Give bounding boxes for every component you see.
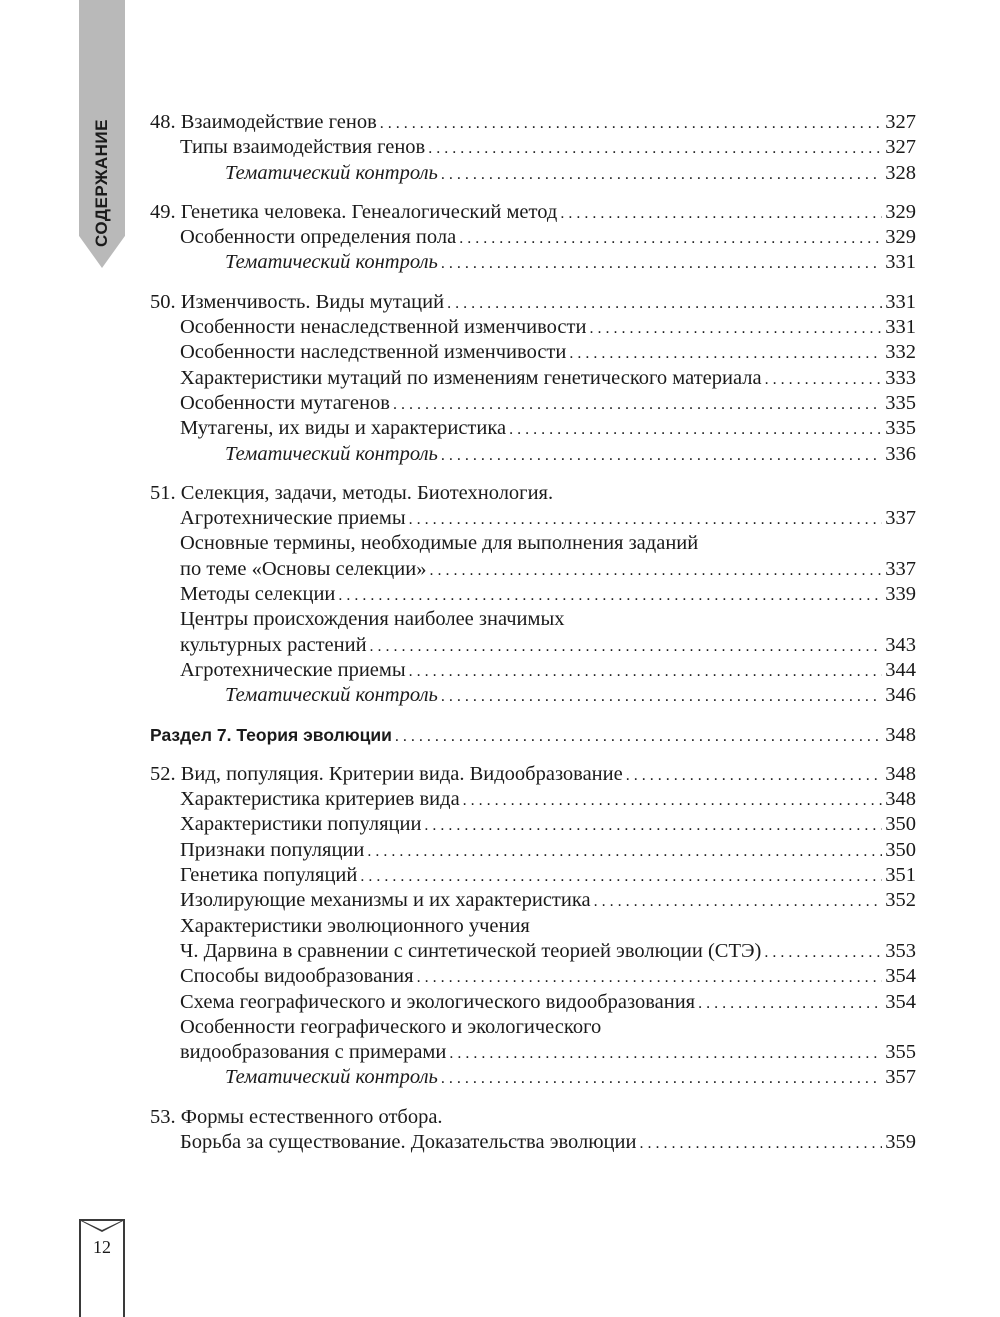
leader-dots	[441, 162, 882, 187]
leader-dots	[424, 813, 882, 838]
entry-page-number: 332	[885, 341, 916, 364]
toc-entry[interactable]	[150, 1040, 916, 1065]
toc-entry-line1[interactable]	[150, 914, 916, 939]
entry-title: Характеристика критериев вида	[180, 788, 460, 811]
toc-entry[interactable]	[150, 315, 916, 340]
leader-dots	[417, 965, 883, 990]
entry-title: Схема географического и экологического видообразования	[180, 990, 696, 1013]
leader-dots	[449, 1041, 882, 1066]
entry-page-number: 344	[885, 658, 916, 681]
entry-title: Ч. Дарвина в сравнении с синтетической теорией эволюции (СТЭ)	[180, 939, 762, 962]
toc-entry[interactable]	[150, 582, 916, 607]
entry-title: Центры происхождения наиболее значимых	[180, 608, 565, 631]
entry-page-number: 331	[885, 251, 916, 274]
entry-page-number: 333	[885, 366, 916, 389]
entry-title: 53. Формы естественного отбора.	[150, 1105, 443, 1128]
toc-entry[interactable]	[150, 340, 916, 365]
entry-title: Тематический контроль	[225, 1066, 438, 1089]
entry-title: Тематический контроль	[225, 684, 438, 707]
entry-page-number: 359	[885, 1130, 916, 1153]
entry-title: Изолирующие механизмы и их характеристика	[180, 889, 591, 912]
toc-entry[interactable]	[150, 391, 916, 416]
leader-dots	[765, 367, 883, 392]
entry-page-number: 357	[885, 1066, 916, 1089]
toc-entry[interactable]	[150, 557, 916, 582]
entry-title: Раздел 7. Теория эволюции	[150, 724, 392, 745]
leader-dots	[395, 724, 882, 749]
leader-dots	[459, 226, 882, 251]
entry-page-number: 346	[885, 684, 916, 707]
entry-title: Основные термины, необходимые для выполнения заданий	[180, 532, 699, 555]
toc-control-entry[interactable]	[150, 250, 916, 275]
leader-dots	[441, 251, 882, 276]
leader-dots	[429, 558, 882, 583]
page-number: 12	[93, 1237, 111, 1257]
entry-page-number: 350	[885, 813, 916, 836]
entry-title: Типы взаимодействия генов	[180, 136, 426, 159]
leader-dots	[380, 111, 882, 136]
entry-page-number: 355	[885, 1041, 916, 1064]
toc-entry-line1[interactable]	[150, 531, 916, 556]
entry-title: Характеристики эволюционного учения	[180, 914, 530, 937]
toc-entry[interactable]	[150, 838, 916, 863]
leader-dots	[360, 864, 882, 889]
leader-dots	[509, 417, 882, 442]
entry-page-number: 335	[885, 391, 916, 414]
leader-dots	[441, 684, 882, 709]
entry-page-number: 354	[885, 990, 916, 1013]
entry-title: Признаки популяции	[180, 838, 365, 861]
toc-entry-48[interactable]	[150, 110, 916, 135]
entry-page-number: 348	[885, 723, 916, 746]
leader-dots	[569, 341, 882, 366]
entry-title: Тематический контроль	[225, 251, 438, 274]
leader-dots	[409, 507, 883, 532]
leader-dots	[393, 392, 882, 417]
toc-control-entry[interactable]	[150, 1065, 916, 1090]
entry-title: Характеристики мутаций по изменениям генетического материала	[180, 366, 762, 389]
entry-title: Мутагены, их виды и характеристика	[180, 417, 507, 440]
toc-entry-line1[interactable]	[150, 607, 916, 632]
entry-page-number: 348	[885, 788, 916, 811]
entry-title: Агротехнические приемы	[180, 507, 406, 530]
entry-page-number: 336	[885, 442, 916, 465]
toc-entry[interactable]	[150, 990, 916, 1015]
entry-page-number: 331	[885, 316, 916, 339]
toc-control-entry[interactable]	[150, 161, 916, 186]
leader-dots	[370, 634, 883, 659]
toc-entry-53-line1[interactable]	[150, 1105, 916, 1130]
toc-entry[interactable]	[150, 658, 916, 683]
entry-page-number: 329	[885, 226, 916, 249]
leader-dots	[441, 443, 882, 468]
entry-title: Особенности мутагенов	[180, 391, 390, 414]
leader-dots	[589, 316, 882, 341]
entry-title: Способы видообразования	[180, 965, 414, 988]
entry-page-number: 337	[885, 557, 916, 580]
entry-page-number: 329	[885, 200, 916, 223]
leader-dots	[409, 659, 883, 684]
entry-page-number: 348	[885, 762, 916, 785]
entry-title: 50. Изменчивость. Виды мутаций	[150, 290, 445, 313]
toc-control-entry[interactable]	[150, 442, 916, 467]
toc-entry[interactable]	[150, 366, 916, 391]
entry-title: Особенности географического и экологического	[180, 1015, 602, 1038]
toc-entry[interactable]	[150, 888, 916, 913]
entry-page-number: 339	[885, 583, 916, 606]
toc-entry[interactable]	[150, 939, 916, 964]
entry-page-number: 337	[885, 507, 916, 530]
entry-title: 48. Взаимодействие генов	[150, 111, 377, 133]
leader-dots	[428, 136, 882, 161]
entry-page-number: 327	[885, 136, 916, 159]
entry-page-number: 353	[885, 939, 916, 962]
toc-entry-line1[interactable]	[150, 1015, 916, 1040]
entry-title: Характеристики популяции	[180, 813, 422, 836]
entry-page-number: 350	[885, 838, 916, 861]
entry-page-number: 327	[885, 111, 916, 133]
leader-dots	[441, 1066, 882, 1091]
entry-title: 52. Вид, популяция. Критерии вида. Видообразование	[150, 762, 623, 785]
entry-title: видообразования с примерами	[180, 1041, 447, 1064]
toc-entry-51-line1[interactable]	[150, 481, 916, 506]
entry-title: 51. Селекция, задачи, методы. Биотехнология.	[150, 481, 554, 504]
toc-entry[interactable]	[150, 787, 916, 812]
leader-dots	[447, 291, 882, 316]
entry-title: Тематический контроль	[225, 161, 438, 184]
toc-entry-50[interactable]	[150, 290, 916, 315]
leader-dots	[639, 1131, 882, 1156]
leader-dots	[764, 940, 882, 965]
entry-title: культурных растений	[180, 633, 367, 656]
toc-entry[interactable]	[150, 964, 916, 989]
page-number-box	[79, 1219, 125, 1317]
entry-title: Генетика популяций	[180, 864, 358, 887]
leader-dots	[367, 839, 882, 864]
leader-dots	[463, 788, 883, 813]
leader-dots	[338, 583, 882, 608]
entry-title: Методы селекции	[180, 583, 336, 606]
toc-entry-53[interactable]	[150, 1130, 916, 1155]
section-label: СОДЕРЖАНИЕ	[92, 119, 111, 247]
leader-dots	[560, 201, 882, 226]
toc-part-7[interactable]	[150, 723, 916, 748]
entry-title: Особенности ненаследственной изменчивости	[180, 316, 587, 339]
entry-page-number: 352	[885, 889, 916, 912]
toc-control-entry[interactable]	[150, 683, 916, 708]
entry-title: Особенности наследственной изменчивости	[180, 341, 567, 364]
toc-entry[interactable]	[150, 135, 916, 160]
entry-title: 49. Генетика человека. Генеалогический метод	[150, 200, 558, 223]
entry-title: по теме «Основы селекции»	[180, 557, 427, 580]
entry-title: Особенности определения пола	[180, 226, 457, 249]
toc-entry[interactable]	[150, 633, 916, 658]
toc-entry[interactable]	[150, 225, 916, 250]
leader-dots	[626, 763, 883, 788]
toc-entry-52[interactable]	[150, 762, 916, 787]
entry-title: Тематический контроль	[225, 442, 438, 465]
entry-page-number: 354	[885, 965, 916, 988]
entry-page-number: 331	[885, 290, 916, 313]
toc-entry-51[interactable]	[150, 506, 916, 531]
toc-entry[interactable]	[150, 812, 916, 837]
leader-dots	[698, 991, 882, 1016]
table-of-contents	[150, 110, 916, 1155]
entry-page-number: 328	[885, 161, 916, 184]
toc-entry[interactable]	[150, 416, 916, 441]
entry-page-number: 335	[885, 417, 916, 440]
entry-title: Агротехнические приемы	[180, 658, 406, 681]
toc-entry[interactable]	[150, 863, 916, 888]
entry-title: Борьба за существование. Доказательства эволюции	[180, 1130, 637, 1153]
toc-entry-49[interactable]	[150, 200, 916, 225]
leader-dots	[594, 889, 883, 914]
entry-page-number: 343	[885, 633, 916, 656]
entry-page-number: 351	[885, 864, 916, 887]
